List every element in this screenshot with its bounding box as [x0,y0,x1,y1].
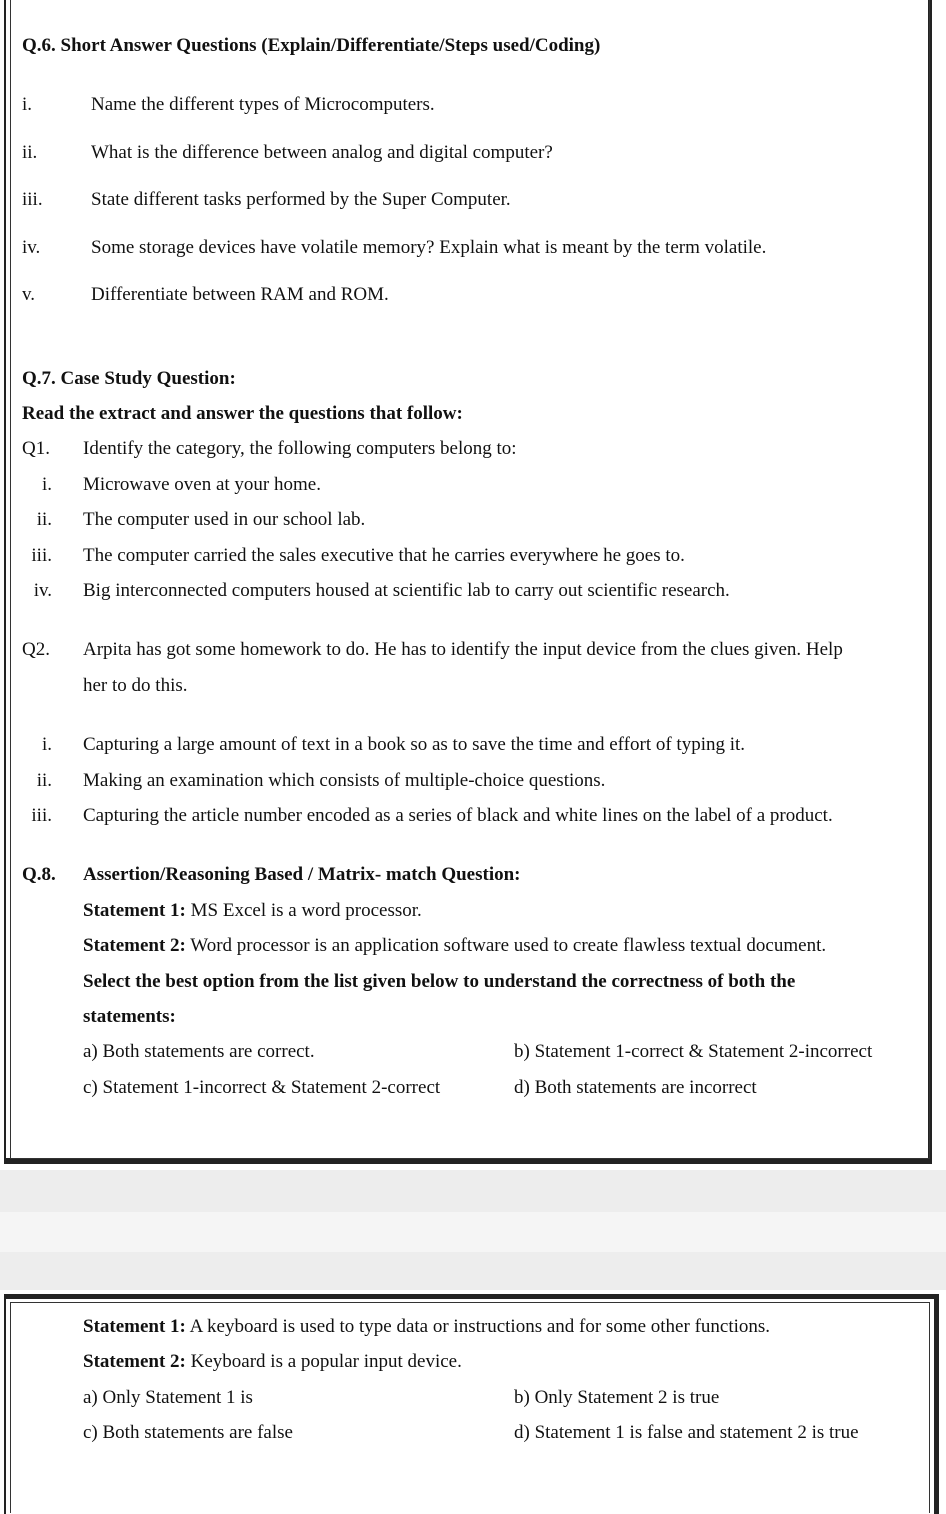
q9-option-b: b) Only Statement 2 is true [514,1387,720,1408]
q9-option-d: d) Statement 1 is false and statement 2 is true [514,1422,859,1443]
page-gap-stripe [0,1212,946,1252]
statement-text: A keyboard is used to type data or instructions and for some other functions. [185,1316,771,1337]
q7-q1-item-num: i. [41,474,52,495]
q6-item-text: Name the different types of Microcomputers. [91,94,435,115]
q8-statement-1 [83,899,422,923]
q7-q2-item-num: iii. [31,805,52,826]
q8-option-d: d) Both statements are incorrect [514,1077,757,1098]
q7-q2-item-text: Making an examination which consists of multiple-choice questions. [83,770,606,791]
q9-statement-1 [83,1315,770,1339]
q7-q1-text: Identify the category, the following computers belong to: [83,438,517,459]
q7-q2-item-num: ii. [36,770,52,791]
statement-text: Word processor is an application software used to create flawless textual document. [185,935,827,956]
q8-select-line2: statements: [83,1006,176,1027]
q7-q1-item-text: Big interconnected computers housed at scientific lab to carry out scientific research. [83,580,730,601]
q8-statement-2 [83,934,826,958]
q9-option-a: a) Only Statement 1 is [83,1387,253,1408]
q6-item-num: i. [22,94,33,115]
q6-item-num: iv. [22,237,41,258]
statement-text: Keyboard is a popular input device. [185,1351,462,1372]
q7-q1-item-num: iii. [31,545,52,566]
q6-heading: Q.6. Short Answer Questions (Explain/Differentiate/Steps used/Coding) [22,35,601,56]
q8-select-line1: Select the best option from the list given below to understand the correctness of both the [83,971,796,992]
statement-label: Statement 2: [83,935,186,956]
q6-item-text: Some storage devices have volatile memory? Explain what is meant by the term volatile. [91,237,767,258]
q7-q2-item-text: Capturing a large amount of text in a book so as to save the time and effort of typing it. [83,734,746,755]
statement-text: MS Excel is a word processor. [185,900,422,921]
q7-q1-num: Q1. [22,438,50,459]
statement-label: Statement 1: [83,1316,186,1337]
q7-heading: Q.7. Case Study Question: [22,368,236,389]
q7-q1-item-num: iv. [33,580,52,601]
q6-item-text: Differentiate between RAM and ROM. [91,284,389,305]
q8-option-c: c) Statement 1-incorrect & Statement 2-correct [83,1077,441,1098]
q8-option-a: a) Both statements are correct. [83,1041,315,1062]
q7-q2-item-num: i. [41,734,52,755]
q7-q1-item-text: The computer used in our school lab. [83,509,366,530]
statement-label: Statement 1: [83,900,186,921]
q7-q2-text-line1: Arpita has got some homework to do. He has to identify the input device from the clues given. Help [83,639,843,660]
q8-num: Q.8. [22,864,56,885]
q9-statement-2 [83,1350,462,1374]
q7-q1-item-text: The computer carried the sales executive that he carries everywhere he goes to. [83,545,685,566]
q7-q1-item-text: Microwave oven at your home. [83,474,321,495]
q7-instruction: Read the extract and answer the questions that follow: [22,403,463,424]
q6-item-num: ii. [22,142,38,163]
q8-option-b: b) Statement 1-correct & Statement 2-incorrect [514,1041,873,1062]
q8-heading: Assertion/Reasoning Based / Matrix- match Question: [83,864,521,885]
q7-q2-text-line2: her to do this. [83,675,188,696]
q9-option-c: c) Both statements are false [83,1422,293,1443]
q7-q1-item-num: ii. [36,509,52,530]
q6-item-num: iii. [22,189,43,210]
statement-label: Statement 2: [83,1351,186,1372]
q6-item-text: What is the difference between analog and digital computer? [91,142,553,163]
q7-q2-item-text: Capturing the article number encoded as a series of black and white lines on the label of a product. [83,805,833,826]
q6-item-num: v. [22,284,36,305]
q6-item-text: State different tasks performed by the Super Computer. [91,189,511,210]
q7-q2-num: Q2. [22,639,50,660]
